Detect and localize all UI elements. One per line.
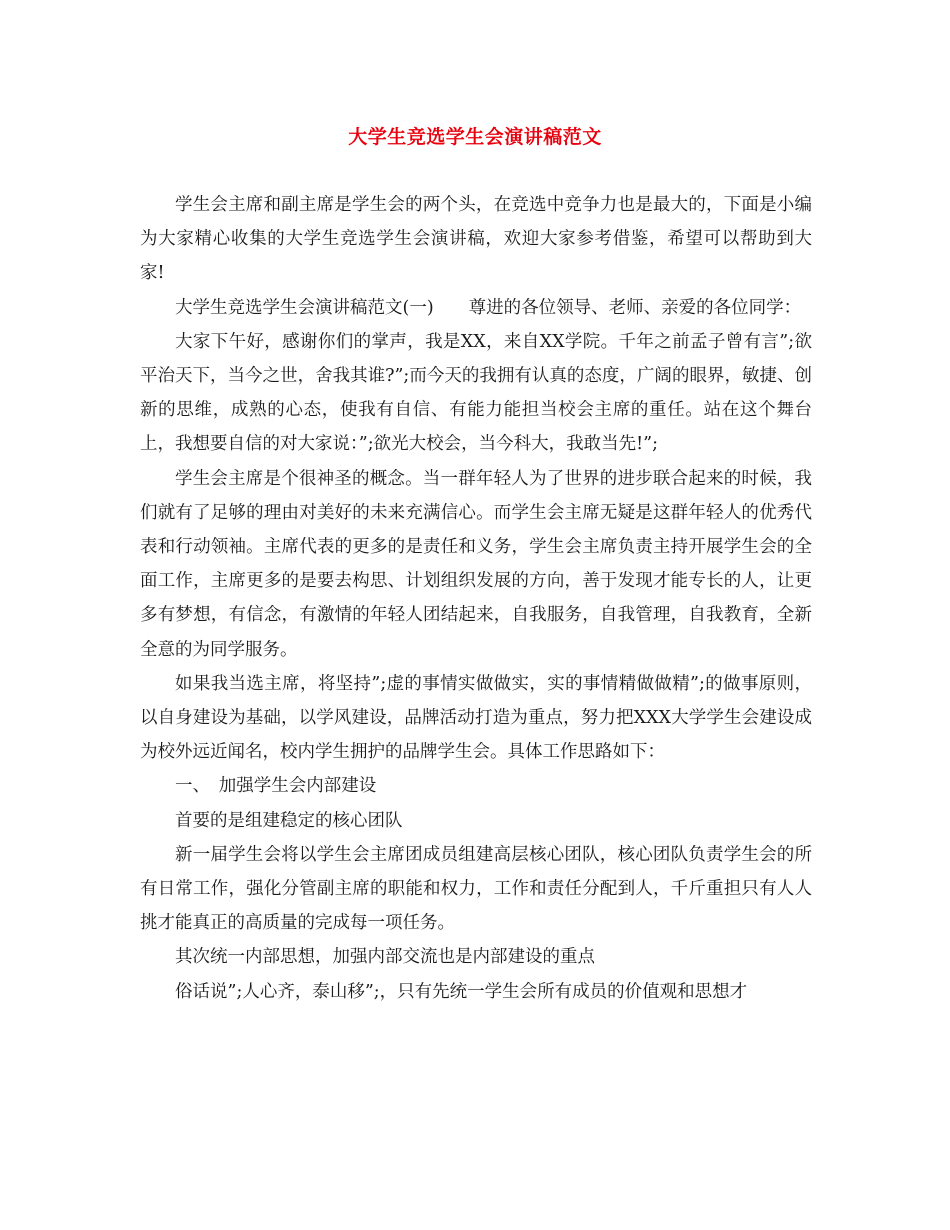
- paragraph: 其次统一内部思想，加强内部交流也是内部建设的重点: [175, 947, 595, 968]
- paragraph: 学生会主席是个很神圣的概念。当一群年轻人为了世界的进步联合起来的时候，我们就有了足够的理由对美好的未来充满信心。而学生会主席无疑是这群年轻人的优秀代表和行动领袖。主席代表的更多的是责任和义务，学生会主席负责主持开展学生会的全面工作，主席更多的是要去构思、计划组织发展的方向，善于发现才能专长的人，让更多有梦想，有信念，有激情的年轻人团结起来，自我服务，自我管理，自我教育，全新全意的为同学服务。: [140, 468, 812, 660]
- document-body: [140, 188, 812, 1009]
- document-title: 大学生竞选学生会演讲稿范文: [348, 126, 602, 148]
- paragraph: 大家下午好，感谢你们的掌声，我是XX，来自XX学院。千年之前孟子曾有言”;欲平治天下，当今之世，舍我其谁?”;而今天的我拥有认真的态度，广阔的眼界，敏捷、创新的思维，成熟的心态，使我有自信、有能力能担当校会主席的重任。站在这个舞台上，我想要自信的对大家说：”;欲光大校会，当今科大，我敢当先!”;: [140, 331, 812, 455]
- paragraph: 大学生竞选学生会演讲稿范文(一) 尊进的各位领导、老师、亲爱的各位同学：: [175, 297, 802, 318]
- section-heading: 一、 加强学生会内部建设: [175, 776, 377, 797]
- paragraph: 新一届学生会将以学生会主席团成员组建高层核心团队，核心团队负责学生会的所有日常工作，强化分管副主席的职能和权力，工作和责任分配到人，千斤重担只有人人挑才能真正的高质量的完成每一项任务。: [140, 844, 812, 934]
- paragraph: 首要的是组建稳定的核心团队: [175, 810, 403, 831]
- paragraph: 俗话说”;人心齐，泰山移”;，只有先统一学生会所有成员的价值观和思想才: [175, 981, 748, 1002]
- paragraph: 如果我当选主席，将坚持”;虚的事情实做做实，实的事情精做做精”;的做事原则，以自身建设为基础，以学风建设，品牌活动打造为重点，努力把XXX大学学生会建设成为校外远近闻名，校内学生拥护的品牌学生会。具体工作思路如下：: [140, 673, 812, 763]
- paragraph: 学生会主席和副主席是学生会的两个头，在竞选中竞争力也是最大的，下面是小编为大家精心收集的大学生竞选学生会演讲稿，欢迎大家参考借鉴，希望可以帮助到大家!: [140, 195, 812, 284]
